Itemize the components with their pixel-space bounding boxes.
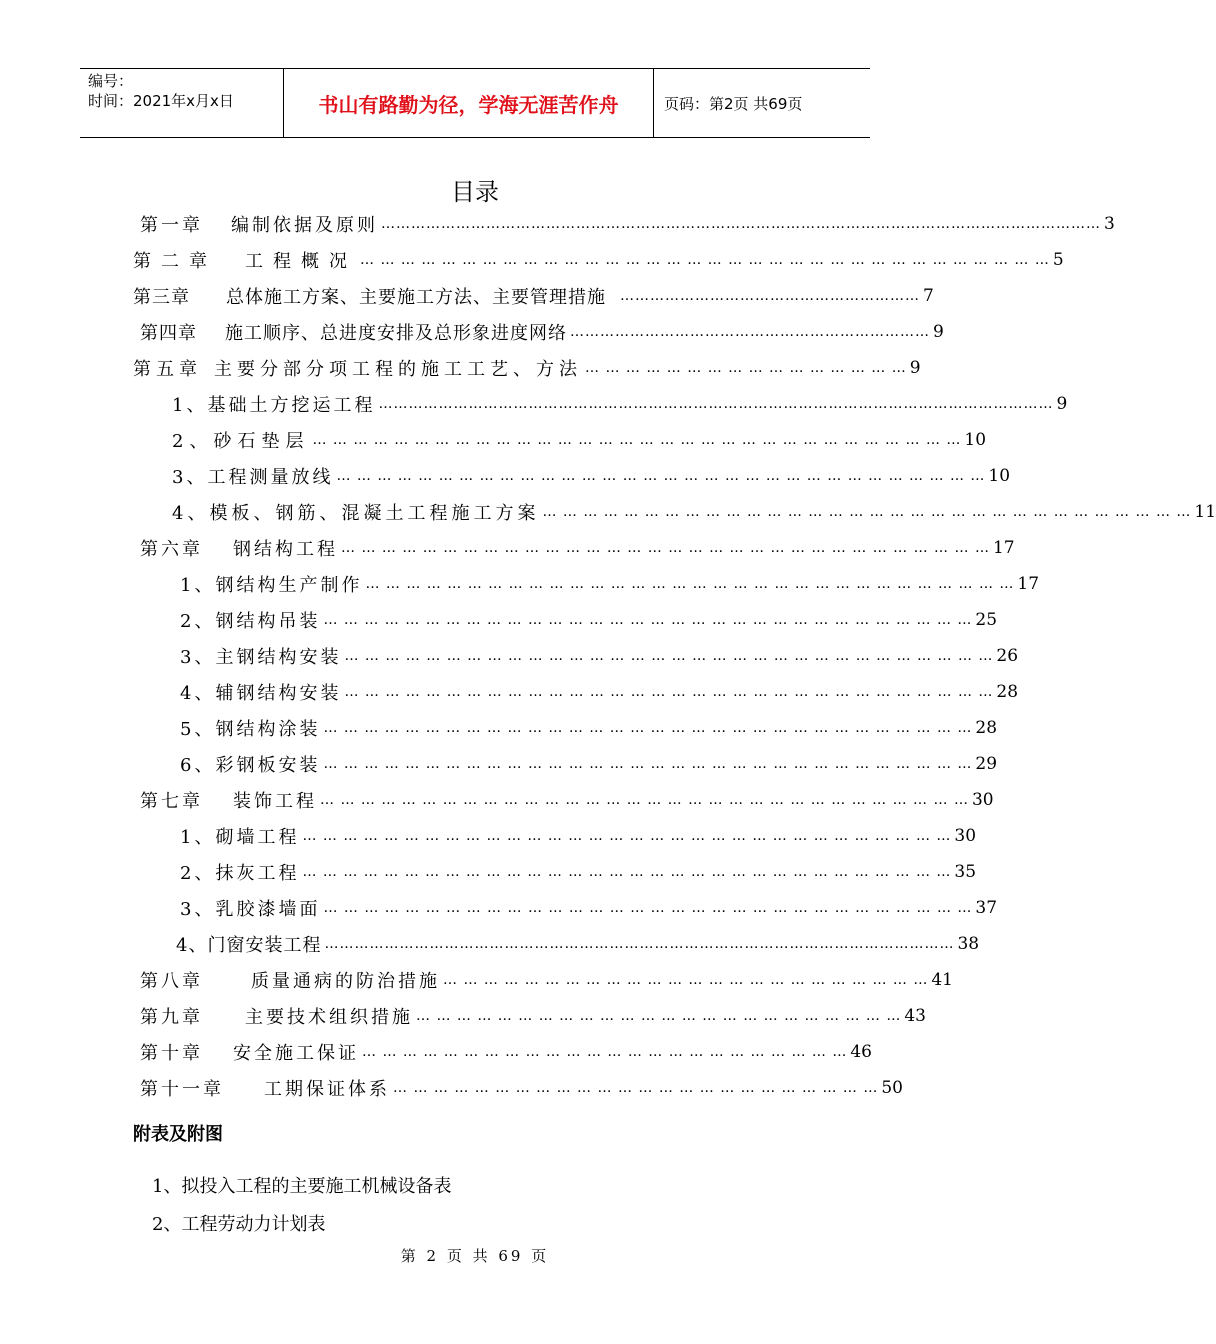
toc-entry-title: 安全施工保证: [233, 1043, 359, 1064]
toc-leader-dots: … … … … … … … … … … … … … … … … … … … … … … … … … … … … … … … …: [302, 828, 952, 844]
toc-entry-title: 辅钢结构安装: [215, 683, 342, 704]
toc-entry-number: 1、: [180, 575, 216, 596]
toc-entry-number: 3、: [180, 899, 216, 920]
toc-entry-page: 30: [971, 790, 994, 810]
toc-entry[interactable]: [180, 566, 1040, 602]
toc-entry-page: 11: [1194, 502, 1216, 522]
toc-entry[interactable]: [133, 350, 921, 386]
toc-entry[interactable]: [180, 710, 998, 746]
toc-leader-dots: ………………………………………………………………: [570, 324, 930, 340]
toc-leader-dots: … … … … … … … … … … … … … … … …: [585, 360, 907, 376]
toc-leader-dots: … … … … … … … … … … … … … … … … … … … … … … … …: [362, 1044, 848, 1060]
toc-entry-number: 第十章: [140, 1043, 203, 1064]
toc-leader-dots: ………………………………………………………………………………………………………………………: [378, 396, 1054, 412]
toc-entry-title: 抹灰工程: [215, 863, 300, 884]
toc-entry[interactable]: [172, 458, 1011, 494]
toc-entry[interactable]: [180, 854, 977, 890]
toc-entry-page: 30: [954, 826, 977, 846]
toc-entry[interactable]: [180, 638, 1019, 674]
toc-entry-number: 4、: [172, 503, 210, 524]
toc-entry-page: 35: [954, 862, 977, 882]
toc-entry-title: 施工顺序、总进度安排及总形象进度网络: [225, 323, 567, 344]
toc-entry-page: 37: [975, 898, 998, 918]
toc-entry-number: 第四章: [140, 323, 197, 344]
toc-entry-number: 3、: [172, 467, 208, 488]
toc-leader-dots: … … … … … … … … … … … … … … … … … … … … … … … … … … … … … … … …: [320, 792, 969, 808]
toc-leader-dots: … … … … … … … … … … … … … … … … … … … … … … … … … … … … … … … …: [344, 684, 994, 700]
toc-leader-dots: … … … … … … … … … … … … … … … … … … … … … … … …: [393, 1080, 879, 1096]
toc-entry[interactable]: [172, 386, 1068, 422]
toc-leader-dots: … … … … … … … … … … … … … … … … … … … … … … … … … … … … … … … …: [323, 720, 973, 736]
toc-entry-number: 第二章: [133, 251, 217, 272]
toc-entry-title: 总体施工方案、主要施工方法、主要管理措施: [226, 287, 606, 308]
toc-entry-page: 41: [931, 970, 953, 990]
toc-entry[interactable]: [140, 314, 944, 350]
appendix-item: 2、工程劳动力计划表: [152, 1214, 326, 1235]
toc-entry-title: 工程测量放线: [207, 467, 334, 488]
toc-entry[interactable]: [176, 926, 980, 962]
toc-leader-dots: … … … … … … … … … … … … … … … … … … … … … … … … … … … … … … … …: [542, 504, 1192, 520]
toc-entry-title: 钢结构涂装: [215, 719, 321, 740]
toc-entry-number: 3、: [180, 647, 216, 668]
toc-entry-title: 砂石垫层: [213, 431, 310, 452]
page-header: [80, 68, 870, 138]
toc-entry-number: 4、: [180, 683, 216, 704]
toc-entry-title: 基础土方挖运工程: [207, 395, 376, 416]
toc-entry[interactable]: [140, 998, 926, 1034]
toc-entry[interactable]: [140, 1070, 903, 1106]
toc-entry[interactable]: [180, 818, 977, 854]
appendix-title: 附表及附图: [133, 1124, 223, 1145]
toc-leader-dots: ……………………………………………………: [620, 288, 920, 304]
toc-leader-dots: … … … … … … … … … … … … … … … … … … … … … … … … … … … … … … … …: [323, 900, 973, 916]
toc-entry-title: 工程概况: [245, 251, 357, 272]
toc-entry[interactable]: [180, 746, 998, 782]
toc-entry-number: 6、: [180, 755, 216, 776]
toc-leader-dots: … … … … … … … … … … … … … … … … … … … … … … … … … … … … … … … …: [341, 540, 990, 556]
toc-entry-page: 17: [1017, 574, 1040, 594]
toc-entry-number: 第三章: [133, 287, 190, 308]
toc-entry-number: 第一章: [140, 215, 203, 236]
toc-entry[interactable]: [133, 278, 934, 314]
toc-leader-dots: … … … … … … … … … … … … … … … … … … … … … … … … … … … … … … … …: [336, 468, 986, 484]
toc-entry-page: 17: [992, 538, 1015, 558]
toc-entry-page: 5: [1052, 250, 1064, 270]
toc-entry-page: 43: [904, 1006, 926, 1026]
toc-entry-page: 26: [996, 646, 1019, 666]
toc-leader-dots: … … … … … … … … … … … … … … … … … … … … … … … … … … … … … … … …: [323, 612, 973, 628]
toc-entry-title: 主钢结构安装: [215, 647, 342, 668]
time-label: 时间：2021年x月x日: [88, 92, 234, 110]
toc-entry[interactable]: [133, 242, 1064, 278]
appendix-item: 1、拟投入工程的主要施工机械设备表: [152, 1176, 452, 1197]
toc-entry-title: 钢结构吊装: [215, 611, 321, 632]
toc-entry-page: 9: [909, 358, 921, 378]
header-motto-cell: [283, 69, 654, 137]
code-label: 编号：: [88, 72, 134, 90]
toc-entry[interactable]: [180, 674, 1019, 710]
toc-entry-number: 第七章: [140, 791, 203, 812]
toc-entry-number: 2、: [180, 863, 216, 884]
toc-leader-dots: … … … … … … … … … … … … … … … … … … … … … … … … … … … … … … … … … …: [360, 252, 1050, 268]
toc-entry-number: 5、: [180, 719, 216, 740]
toc-entry-page: 7: [923, 286, 934, 306]
toc-entry-number: 2、: [180, 611, 216, 632]
toc-leader-dots: ………………………………………………………………………………………………………………………………: [381, 216, 1101, 232]
toc-leader-dots: … … … … … … … … … … … … … … … … … … … … … … … … … … … … … … … …: [312, 432, 962, 448]
toc-leader-dots: … … … … … … … … … … … … … … … … … … … … … … … … … … … … … … … …: [344, 648, 994, 664]
toc-entry-page: 9: [1056, 394, 1068, 414]
motto-text: 书山有路勤为径，学海无涯苦作舟: [318, 92, 619, 117]
toc-leader-dots: … … … … … … … … … … … … … … … … … … … … … … … …: [443, 972, 929, 988]
toc-entry-number: 第八章: [140, 971, 203, 992]
toc-entry[interactable]: [140, 206, 1115, 242]
toc-entry-number: 第九章: [140, 1007, 203, 1028]
toc-entry-title: 乳胶漆墙面: [215, 899, 321, 920]
toc-entry-page: 10: [988, 466, 1011, 486]
toc-entry-title: 钢结构工程: [233, 539, 338, 560]
toc-entry-title: 砌墙工程: [215, 827, 300, 848]
toc-entry-title: 模板、钢筋、混凝土工程施工方案: [209, 503, 540, 524]
toc-entry-page: 3: [1104, 214, 1115, 234]
toc-leader-dots: … … … … … … … … … … … … … … … … … … … … … … … … … … … … … … … …: [302, 864, 952, 880]
toc-entry[interactable]: [140, 530, 1015, 566]
toc-entry-title: 工期保证体系: [264, 1079, 390, 1100]
page-info-text: 页码：第2页 共69页: [664, 94, 803, 113]
toc-entry-page: 29: [975, 754, 998, 774]
toc-entry-title: 主要分部分项工程的施工工艺、方法: [214, 359, 582, 380]
toc-entry-number: 2、: [172, 431, 214, 452]
toc-entry-page: 28: [975, 718, 998, 738]
toc-entry-page: 10: [964, 430, 987, 450]
toc-entry[interactable]: [172, 494, 1216, 530]
toc-entry-page: 50: [881, 1078, 903, 1098]
toc-entry-number: 第五章: [133, 359, 202, 380]
toc-entry-title: 彩钢板安装: [215, 755, 321, 776]
toc-leader-dots: … … … … … … … … … … … … … … … … … … … … … … … … … … … … … … … …: [323, 756, 973, 772]
toc-entry-number: 4、: [176, 935, 208, 956]
toc-entry-number: 1、: [180, 827, 216, 848]
toc-entry-title: 编制依据及原则: [231, 215, 378, 236]
toc-title: 目录: [451, 178, 499, 206]
toc-leader-dots: … … … … … … … … … … … … … … … … … … … … … … … …: [416, 1008, 902, 1024]
header-page-info: [654, 69, 870, 137]
toc-entry-page: 9: [933, 322, 944, 342]
header-meta: [80, 69, 283, 137]
toc-leader-dots: ………………………………………………………………………………………………………………: [324, 936, 955, 952]
toc-entry-page: 28: [996, 682, 1019, 702]
toc-leader-dots: … … … … … … … … … … … … … … … … … … … … … … … … … … … … … … … …: [365, 576, 1015, 592]
toc-entry-title: 装饰工程: [233, 791, 317, 812]
toc-entry-number: 第十一章: [140, 1079, 224, 1100]
toc-entry[interactable]: [140, 782, 994, 818]
toc-entry-title: 门窗安装工程: [207, 935, 322, 956]
toc-entry[interactable]: [172, 422, 987, 458]
toc-entry-page: 46: [850, 1042, 872, 1062]
toc-entry-number: 第六章: [140, 539, 203, 560]
toc-entry-title: 钢结构生产制作: [215, 575, 363, 596]
page-footer: 第 2 页 共 69 页: [400, 1247, 550, 1265]
toc-entry-title: 主要技术组织措施: [245, 1007, 413, 1028]
toc-entry[interactable]: [140, 962, 953, 998]
toc-entry-number: 1、: [172, 395, 208, 416]
toc-entry[interactable]: [140, 1034, 872, 1070]
toc-entry[interactable]: [180, 890, 998, 926]
toc-entry-title: 质量通病的防治措施: [251, 971, 440, 992]
toc-entry-page: 25: [975, 610, 998, 630]
toc-entry[interactable]: [180, 602, 998, 638]
toc-entry-page: 38: [957, 934, 980, 954]
